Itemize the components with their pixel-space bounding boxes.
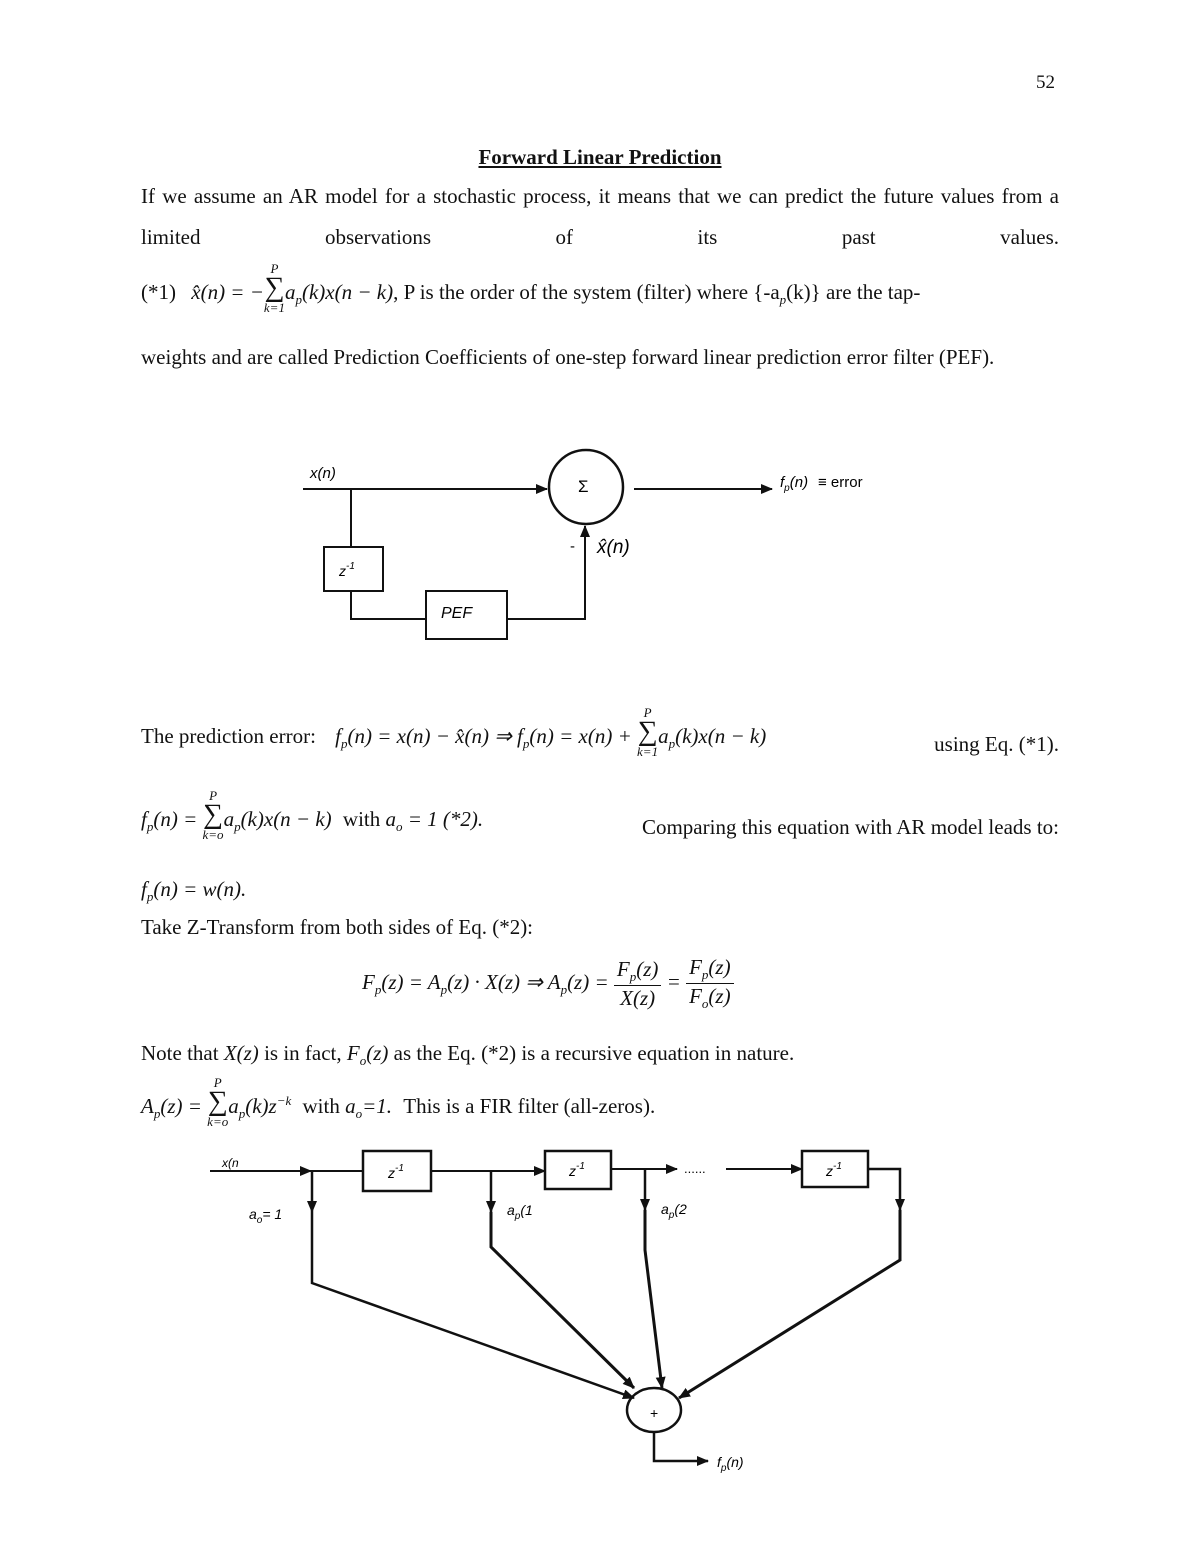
equation-2: $f_p(n)$ = P ∑ k=o $a_p(k)x(n - k)$ with $a_o = 1$ (*2). Comparing this equation with AR model leads to:	[141, 788, 1059, 842]
equation-1-continuation: weights and are called Prediction Coefficients of one-step forward linear prediction error filter (PEF).	[141, 345, 995, 369]
coef-2-label: $a_p(2$	[661, 1201, 687, 1221]
page-number: 52	[1036, 72, 1055, 93]
minus-sign: -	[570, 538, 575, 555]
pef-label: PEF	[441, 605, 473, 622]
sum-symbol: Σ	[578, 477, 589, 496]
fir-output-label: $f_p(n)$	[717, 1454, 744, 1474]
feedback-label: x̂(n)	[597, 537, 630, 558]
output-label: ≡ error	[818, 474, 863, 491]
fp-equals-wn: $f_p(n) = w(n)$.	[141, 877, 247, 905]
fir-sum-symbol: +	[650, 1405, 659, 1421]
equation-1-tail: , P is the order of the system (filter) where {-a	[393, 279, 780, 304]
svg-text:z-1: $z^{-1}$	[569, 1161, 585, 1179]
svg-text:z-1: $z^{-1}$	[826, 1161, 842, 1179]
using-eq-text: using Eq. (*1).	[934, 732, 1059, 756]
fir-equation: $A_p(z)$ = P ∑ k=o $a_p(k)z^{-k}$ with $a_o=1$. This is a FIR filter (all-zeros).	[141, 1075, 656, 1129]
equation-1-tail2: (k)} are the tap-	[786, 279, 921, 304]
coef-1-label: $a_p(1$	[507, 1202, 533, 1222]
ztransform-text: Take Z-Transform from both sides of Eq. (*2):	[141, 915, 534, 939]
svg-text:z-1: $z^{-1}$	[388, 1163, 404, 1181]
equation-1: (*1) x̂(n) = − P ∑ k=1 $a_p(k)x(n - k)$, P is the order of the system (filter) where $\{-a_p(k)\}$ are the tap-	[141, 261, 921, 315]
equation-1-label: (*1)	[141, 279, 176, 304]
svg-text:fp(n): $f_p(n)$	[780, 474, 809, 494]
section-title: Forward Linear Prediction	[478, 145, 722, 169]
input-label: x(n)	[310, 465, 336, 482]
note-line: Note that X(z) is in fact, $F_o(z)$ as the Eq. (*2) is a recursive equation in nature.	[141, 1041, 795, 1069]
delay-label: $z^{-1}$	[339, 561, 355, 579]
fir-input-label: x(n	[222, 1156, 239, 1170]
ellipsis: ......	[684, 1161, 706, 1176]
transfer-function-equation: $F_p(z) = A_p(z) \cdot X(z)$ ⇒ $A_p(z)$ = $\frac{F_p(z)}{X(z)}$ = $\frac{F_p(z)}{F_o(z)}$	[362, 955, 734, 1012]
coef-0-label: $a_o= 1$	[249, 1206, 283, 1226]
prediction-error-diagram	[0, 0, 1200, 700]
prediction-error-equation: The prediction error: $f_p(n) = x(n)$ − x̂(n) ⇒ $f_p(n) = x(n)$ + P ∑ k=1 $a_p(k)x(n - k)$ using Eq. (*1).	[141, 705, 1059, 759]
intro-paragraph: If we assume an AR model for a stochastic process, it means that we can predict the future values from a limited observations of its past values.	[141, 184, 1059, 249]
comparing-text: Comparing this equation with AR model leads to:	[641, 815, 1059, 839]
fir-filter-diagram	[0, 1140, 1200, 1553]
